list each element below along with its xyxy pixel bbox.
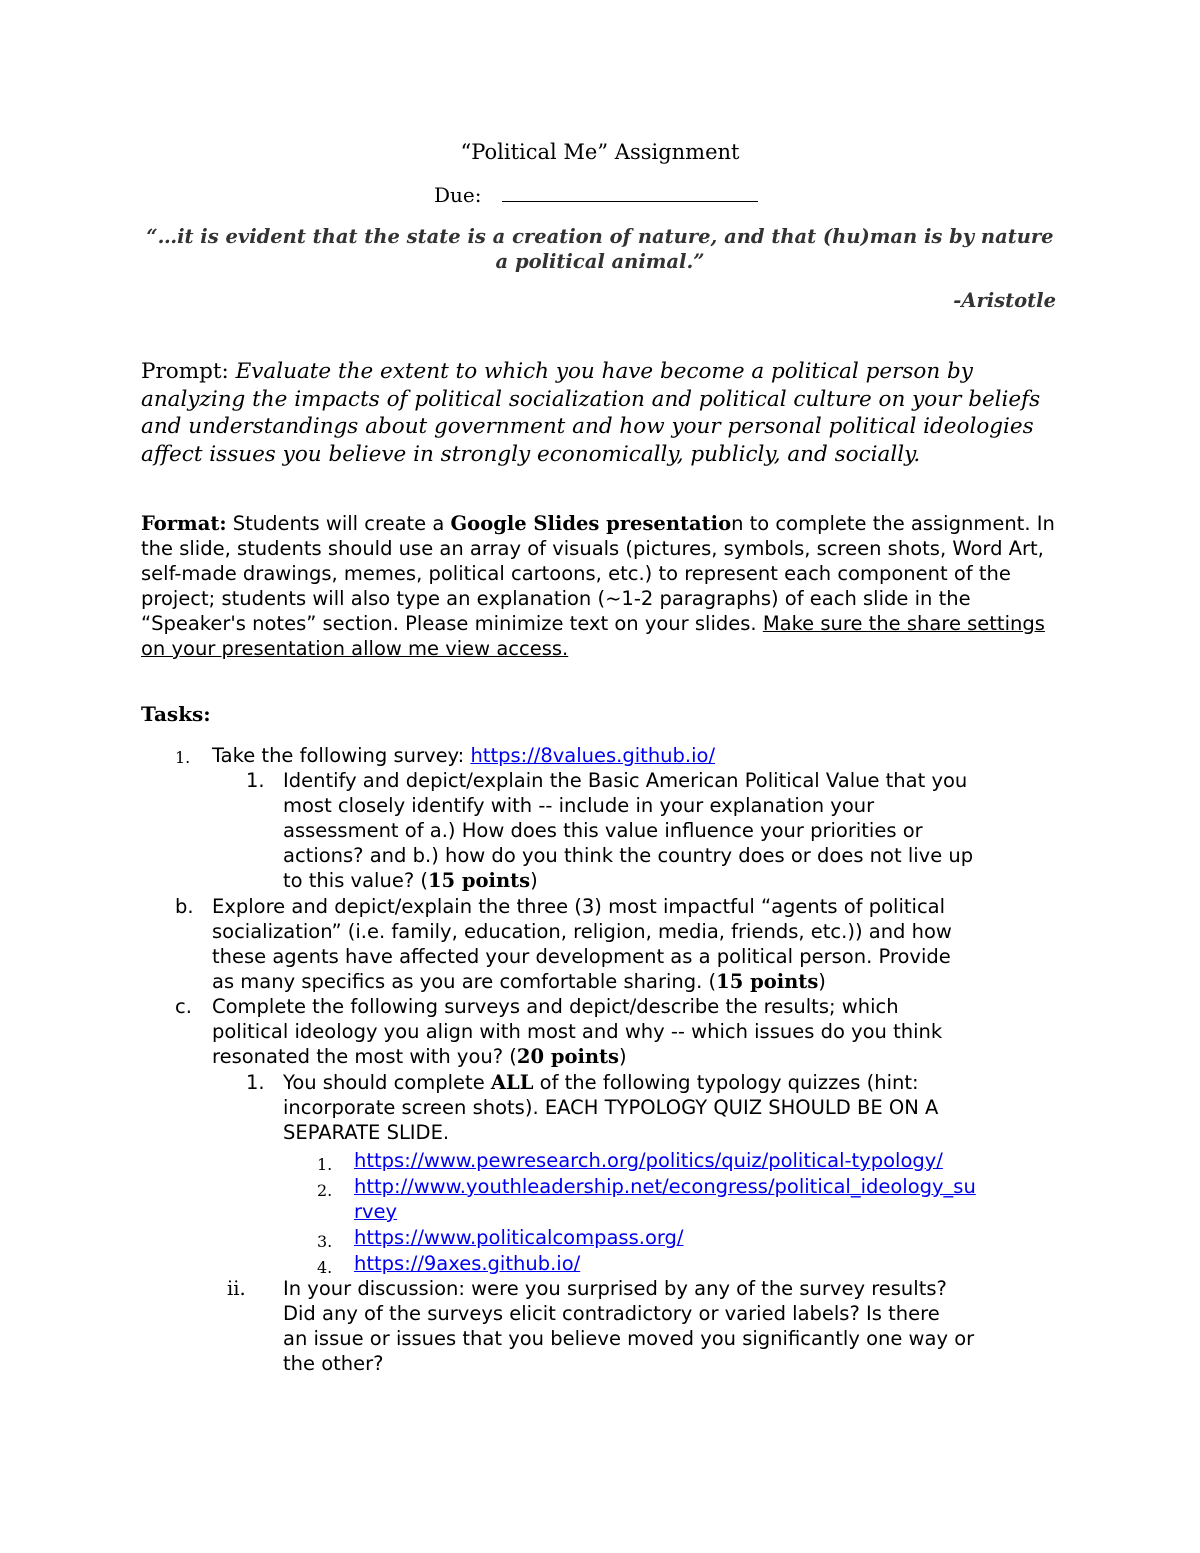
task-c-sub1-all: ALL bbox=[490, 1071, 534, 1094]
assignment-title: “Political Me” Assignment bbox=[460, 140, 740, 164]
task-c-line-2: political ideology you align with most and why -- which issues do you think bbox=[212, 1020, 943, 1043]
pew-typology-link[interactable]: https://www.pewresearch.org/politics/quiz/political-typology/ bbox=[354, 1149, 943, 1172]
task-c-marker: c. bbox=[175, 995, 192, 1018]
task-1-points: 15 points bbox=[427, 869, 531, 892]
link-3-marker: 3. bbox=[317, 1232, 333, 1251]
9axes-link[interactable]: https://9axes.github.io/ bbox=[354, 1252, 581, 1275]
youthleadership-survey-link[interactable]: http://www.youthleadership.net/econgress/political_ideology_su bbox=[354, 1175, 976, 1198]
task-c-sub2-line-2: Did any of the surveys elicit contradictory or varied labels? Is there bbox=[283, 1302, 940, 1325]
task-1-marker: 1. bbox=[175, 748, 191, 767]
task-1-sub-line-1: Identify and depict/explain the Basic American Political Value that you bbox=[283, 769, 968, 792]
format-paragraph bbox=[141, 511, 1061, 661]
task-b-points: 15 points bbox=[716, 970, 819, 993]
task-c-sub2-line-1: In your discussion: were you surprised by any of the survey results? bbox=[283, 1277, 947, 1300]
due-label: Due: bbox=[434, 183, 482, 207]
task-c-last-text: resonated the most with you? ( bbox=[212, 1045, 517, 1068]
prompt-text: Evaluate the extent to which you have become a political person by analyzing the impacts of political socialization and political culture on your beliefs and understandings about government and how your personal political ideologies affect issues you believe in strongly economically, publicly, and socially. bbox=[141, 359, 1041, 467]
format-text-1: Students will create a bbox=[232, 512, 451, 535]
task-1-sub-close: ) bbox=[530, 869, 538, 892]
task-c-sub1-pre: You should complete bbox=[283, 1071, 491, 1094]
task-b-line-3: these agents have affected your development as a political person. Provide bbox=[212, 945, 951, 968]
tasks-heading: Tasks: bbox=[141, 702, 211, 726]
task-c-line-1: Complete the following surveys and depict/describe the results; which bbox=[212, 995, 899, 1018]
due-field bbox=[434, 183, 758, 207]
task-c-sub1-line-2: incorporate screen shots). EACH TYPOLOGY QUIZ SHOULD BE ON A bbox=[283, 1096, 939, 1119]
task-c-close: ) bbox=[619, 1045, 627, 1068]
prompt-paragraph bbox=[141, 358, 1061, 468]
task-1-text: Take the following survey: bbox=[212, 744, 471, 767]
task-c-sub2-line-3: an issue or issues that you believe moved you significantly one way or bbox=[283, 1327, 975, 1350]
task-c-sub2-marker: ii. bbox=[227, 1277, 246, 1300]
task-c-sub2-line-4: the other? bbox=[283, 1352, 384, 1375]
task-b-marker: b. bbox=[175, 895, 194, 918]
8values-link[interactable]: https://8values.github.io/ bbox=[470, 744, 716, 767]
task-b-line-4 bbox=[212, 969, 826, 994]
task-1-sub-line-3: assessment of a.) How does this value influence your priorities or bbox=[283, 819, 923, 842]
task-b-close: ) bbox=[818, 970, 826, 993]
task-c-line-3 bbox=[212, 1044, 627, 1069]
due-blank-line bbox=[502, 183, 758, 202]
prompt-label: Prompt: bbox=[141, 359, 229, 384]
task-1-sub-marker: 1. bbox=[246, 769, 265, 792]
aristotle-quote: “…it is evident that the state is a creation of nature, and that (hu)man is by nature a political animal.” bbox=[146, 225, 1054, 273]
format-text-2: n to complete the assignment. In the slide, students should use an array of visuals (pictures, symbols, screen shots, Word Art, self-made drawings, memes, political cartoons, etc.) to represent each component of the project; students will also type an explanation (~1-2 paragraphs) of each slide in the “Speaker's notes” section. Please minimize text on your slides. bbox=[141, 512, 1055, 635]
task-1-sub-last-text: to this value? ( bbox=[283, 869, 428, 892]
format-bold-google-slides: Google Slides presentatio bbox=[450, 512, 732, 535]
task-1-line bbox=[212, 743, 715, 768]
task-1-sub-line-5 bbox=[283, 868, 538, 893]
task-b-line-2: socialization” (i.e. family, education, religion, media, friends, etc.)) and how bbox=[212, 920, 952, 943]
format-share-settings-note: Make sure the share settings on your presentation allow me view access. bbox=[141, 612, 1045, 660]
task-c-sub1-post: of the following typology quizzes (hint: bbox=[533, 1071, 919, 1094]
task-c-points: 20 points bbox=[516, 1045, 620, 1068]
link-2-marker: 2. bbox=[317, 1181, 333, 1200]
quote-author: -Aristotle bbox=[953, 289, 1056, 312]
task-c-sub1-marker: 1. bbox=[246, 1071, 265, 1094]
task-b-line-1: Explore and depict/explain the three (3) most impactful “agents of political bbox=[212, 895, 946, 918]
link-1-marker: 1. bbox=[317, 1155, 333, 1174]
task-c-sub1-line-3: SEPARATE SLIDE. bbox=[283, 1121, 450, 1144]
task-1-sub-line-2: most closely identify with -- include in your explanation your bbox=[283, 794, 875, 817]
link-4-marker: 4. bbox=[317, 1258, 333, 1277]
political-compass-link[interactable]: https://www.politicalcompass.org/ bbox=[354, 1226, 684, 1249]
format-label: Format: bbox=[141, 512, 227, 535]
task-b-last-text: as many specifics as you are comfortable sharing. ( bbox=[212, 970, 717, 993]
youthleadership-survey-link-cont[interactable]: rvey bbox=[354, 1200, 398, 1223]
task-1-sub-line-4: actions? and b.) how do you think the country does or does not live up bbox=[283, 844, 974, 867]
task-c-sub1-line-1 bbox=[283, 1070, 919, 1095]
